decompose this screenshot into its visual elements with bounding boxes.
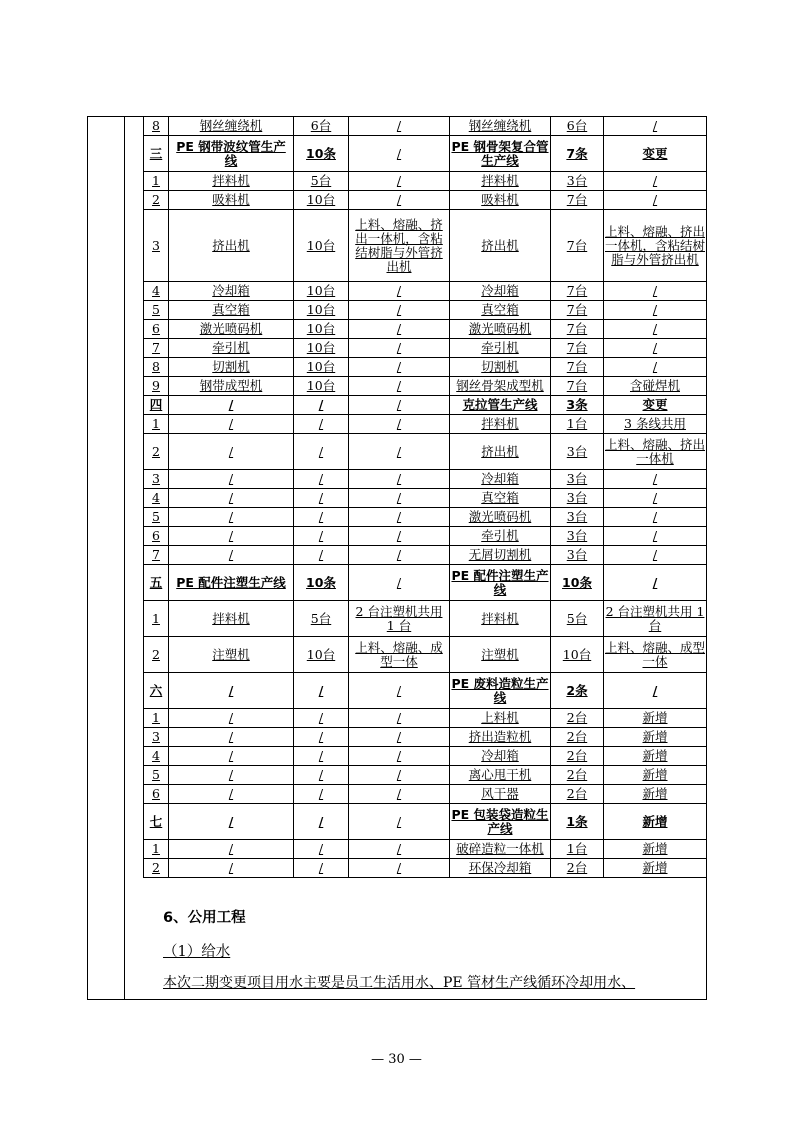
- table-cell: /: [604, 489, 707, 508]
- table-row: [144, 840, 707, 859]
- table-cell: 7台: [551, 339, 604, 358]
- table-cell: /: [169, 785, 294, 804]
- table-cell: /: [349, 859, 450, 878]
- table-cell: 2: [144, 637, 169, 673]
- table-cell: 10条: [294, 565, 349, 601]
- table-cell: /: [294, 804, 349, 840]
- table-cell: /: [349, 565, 450, 601]
- table-row: [144, 470, 707, 489]
- table-cell: 变更: [604, 136, 707, 172]
- table-cell: 上料、熔融、挤出一体机，含粘结树脂与外管挤出机: [604, 210, 707, 282]
- table-cell: 7台: [551, 282, 604, 301]
- table-cell: 钢丝缠绕机: [450, 117, 551, 136]
- table-cell: 3台: [551, 527, 604, 546]
- table-cell: /: [349, 396, 450, 415]
- table-row: [144, 546, 707, 565]
- table-cell: /: [169, 728, 294, 747]
- table-cell: 2 台注塑机共用 1 台: [604, 601, 707, 637]
- table-cell: /: [604, 470, 707, 489]
- table-cell: 新增: [604, 747, 707, 766]
- table-cell: 1台: [551, 415, 604, 434]
- table-cell: 2台: [551, 859, 604, 878]
- table-row: [144, 527, 707, 546]
- table-cell: /: [349, 282, 450, 301]
- table-row: [144, 136, 707, 172]
- table-cell: /: [169, 859, 294, 878]
- table-cell: 3: [144, 210, 169, 282]
- table-cell: 真空箱: [450, 489, 551, 508]
- table-cell: 挤出机: [450, 210, 551, 282]
- table-cell: /: [169, 673, 294, 709]
- table-cell: 3: [144, 728, 169, 747]
- table-cell: 10台: [294, 301, 349, 320]
- table-cell: /: [604, 508, 707, 527]
- table-cell: 6: [144, 785, 169, 804]
- table-cell: /: [349, 508, 450, 527]
- table-cell: /: [604, 282, 707, 301]
- table-cell: /: [349, 172, 450, 191]
- table-cell: /: [604, 301, 707, 320]
- table-cell: PE 包装袋造粒生产线: [450, 804, 551, 840]
- table-cell: 破碎造粒一体机: [450, 840, 551, 859]
- table-cell: /: [349, 377, 450, 396]
- table-cell: 3: [144, 470, 169, 489]
- table-cell: 10台: [294, 637, 349, 673]
- table-cell: 10台: [294, 377, 349, 396]
- page-number: — 30 —: [371, 1052, 422, 1067]
- table-cell: 1: [144, 172, 169, 191]
- table-cell: 拌料机: [169, 172, 294, 191]
- table-row: [144, 747, 707, 766]
- table-cell: 真空箱: [450, 301, 551, 320]
- table-cell: 2台: [551, 709, 604, 728]
- table-cell: /: [349, 673, 450, 709]
- table-cell: 新增: [604, 804, 707, 840]
- table-cell: 3条: [551, 396, 604, 415]
- table-cell: 7: [144, 546, 169, 565]
- table-row: [144, 358, 707, 377]
- table-cell: 7台: [551, 320, 604, 339]
- table-cell: 8: [144, 117, 169, 136]
- section-title: 6、公用工程: [163, 910, 246, 926]
- table-cell: 7台: [551, 358, 604, 377]
- table-cell: 上料、熔融、成型一体: [604, 637, 707, 673]
- table-cell: 5: [144, 766, 169, 785]
- table-cell: /: [604, 339, 707, 358]
- table-cell: 拌料机: [450, 601, 551, 637]
- table-cell: 新增: [604, 840, 707, 859]
- table-row: [144, 172, 707, 191]
- table-cell: 挤出造粒机: [450, 728, 551, 747]
- table-cell: /: [349, 470, 450, 489]
- table-cell: /: [294, 785, 349, 804]
- table-cell: 10台: [294, 191, 349, 210]
- table-cell: 1: [144, 840, 169, 859]
- table-cell: 5台: [551, 601, 604, 637]
- table-cell: 牵引机: [450, 527, 551, 546]
- table-cell: /: [294, 489, 349, 508]
- table-cell: 2: [144, 434, 169, 470]
- table-cell: 7台: [551, 301, 604, 320]
- table-cell: 牵引机: [450, 339, 551, 358]
- table-cell: PE 钢带波纹管生产线: [169, 136, 294, 172]
- table-row: [144, 785, 707, 804]
- frame-divider: [124, 116, 125, 1000]
- table-cell: 10台: [294, 210, 349, 282]
- table-cell: /: [604, 172, 707, 191]
- table-cell: /: [294, 434, 349, 470]
- table-cell: /: [349, 728, 450, 747]
- table-cell: /: [169, 840, 294, 859]
- table-cell: 8: [144, 358, 169, 377]
- table-cell: 10条: [551, 565, 604, 601]
- table-cell: 10台: [294, 320, 349, 339]
- table-cell: /: [349, 709, 450, 728]
- table-row: [144, 301, 707, 320]
- table-cell: 上料、熔融、挤出一体机，含粘结树脂与外管挤出机: [349, 210, 450, 282]
- table-cell: 挤出机: [169, 210, 294, 282]
- table-cell: /: [349, 804, 450, 840]
- table-cell: /: [294, 766, 349, 785]
- table-cell: 四: [144, 396, 169, 415]
- table-cell: /: [604, 320, 707, 339]
- table-cell: /: [294, 709, 349, 728]
- table-row: [144, 396, 707, 415]
- table-cell: /: [349, 301, 450, 320]
- table-cell: /: [169, 766, 294, 785]
- table-row: [144, 601, 707, 637]
- table-cell: 3 条线共用: [604, 415, 707, 434]
- table-cell: 1: [144, 601, 169, 637]
- table-cell: 冷却箱: [450, 282, 551, 301]
- table-row: [144, 282, 707, 301]
- table-cell: 离心甩干机: [450, 766, 551, 785]
- table-row: [144, 673, 707, 709]
- table-cell: 5: [144, 508, 169, 527]
- table-row: [144, 709, 707, 728]
- table-cell: 1台: [551, 840, 604, 859]
- table-cell: 拌料机: [450, 415, 551, 434]
- table-cell: 钢丝缠绕机: [169, 117, 294, 136]
- table-cell: 5台: [294, 172, 349, 191]
- equipment-table: [143, 116, 707, 878]
- table-cell: /: [349, 191, 450, 210]
- table-cell: /: [604, 546, 707, 565]
- table-cell: 3台: [551, 434, 604, 470]
- table-cell: /: [169, 415, 294, 434]
- table-cell: /: [169, 546, 294, 565]
- table-cell: 六: [144, 673, 169, 709]
- table-row: [144, 434, 707, 470]
- table-cell: PE 废料造粒生产线: [450, 673, 551, 709]
- table-cell: PE 配件注塑生产线: [450, 565, 551, 601]
- table-row: [144, 191, 707, 210]
- table-cell: 风干器: [450, 785, 551, 804]
- equipment-table-body: [144, 117, 707, 878]
- table-cell: 无屑切割机: [450, 546, 551, 565]
- table-cell: /: [349, 136, 450, 172]
- table-cell: PE 配件注塑生产线: [169, 565, 294, 601]
- table-cell: 拌料机: [169, 601, 294, 637]
- table-cell: 切割机: [450, 358, 551, 377]
- table-cell: 注塑机: [450, 637, 551, 673]
- table-row: [144, 804, 707, 840]
- table-cell: /: [294, 470, 349, 489]
- table-row: [144, 489, 707, 508]
- table-row: [144, 637, 707, 673]
- table-cell: 激光喷码机: [450, 508, 551, 527]
- table-cell: 挤出机: [450, 434, 551, 470]
- table-cell: 2: [144, 859, 169, 878]
- table-row: [144, 117, 707, 136]
- table-cell: /: [349, 527, 450, 546]
- table-row: [144, 859, 707, 878]
- table-cell: /: [349, 785, 450, 804]
- table-cell: 新增: [604, 766, 707, 785]
- table-cell: 1: [144, 709, 169, 728]
- table-cell: /: [294, 859, 349, 878]
- table-cell: 激光喷码机: [450, 320, 551, 339]
- table-cell: 6: [144, 320, 169, 339]
- table-cell: /: [294, 415, 349, 434]
- table-cell: 环保冷却箱: [450, 859, 551, 878]
- table-cell: /: [604, 117, 707, 136]
- table-cell: 6台: [551, 117, 604, 136]
- table-cell: /: [349, 747, 450, 766]
- table-cell: /: [349, 358, 450, 377]
- table-cell: /: [349, 117, 450, 136]
- table-cell: /: [169, 396, 294, 415]
- table-cell: 9: [144, 377, 169, 396]
- table-cell: /: [169, 747, 294, 766]
- table-cell: /: [349, 546, 450, 565]
- table-row: [144, 320, 707, 339]
- table-cell: 变更: [604, 396, 707, 415]
- table-cell: 拌料机: [450, 172, 551, 191]
- table-cell: 上料、熔融、成型一体: [349, 637, 450, 673]
- table-cell: /: [349, 415, 450, 434]
- table-cell: 4: [144, 747, 169, 766]
- table-cell: /: [169, 489, 294, 508]
- table-cell: 钢带成型机: [169, 377, 294, 396]
- table-cell: 6: [144, 527, 169, 546]
- table-cell: 2台: [551, 728, 604, 747]
- table-cell: /: [349, 320, 450, 339]
- table-cell: 新增: [604, 709, 707, 728]
- table-cell: 7台: [551, 191, 604, 210]
- table-cell: 7条: [551, 136, 604, 172]
- table-cell: 3台: [551, 470, 604, 489]
- table-cell: 2 台注塑机共用 1 台: [349, 601, 450, 637]
- table-cell: 3台: [551, 489, 604, 508]
- table-cell: 克拉管生产线: [450, 396, 551, 415]
- table-cell: /: [294, 840, 349, 859]
- table-cell: /: [604, 191, 707, 210]
- table-cell: /: [294, 546, 349, 565]
- table-cell: 10台: [294, 358, 349, 377]
- table-cell: 10台: [551, 637, 604, 673]
- table-cell: 10台: [294, 282, 349, 301]
- table-cell: 5: [144, 301, 169, 320]
- table-cell: 6台: [294, 117, 349, 136]
- table-cell: 钢丝骨架成型机: [450, 377, 551, 396]
- section-subtitle: （1）给水: [163, 944, 231, 960]
- table-cell: /: [294, 508, 349, 527]
- table-cell: /: [604, 673, 707, 709]
- table-cell: 10条: [294, 136, 349, 172]
- table-cell: /: [294, 747, 349, 766]
- table-cell: 含碰焊机: [604, 377, 707, 396]
- table-cell: PE 钢骨架复合管生产线: [450, 136, 551, 172]
- table-cell: 新增: [604, 785, 707, 804]
- table-row: [144, 728, 707, 747]
- table-row: [144, 508, 707, 527]
- table-cell: 2: [144, 191, 169, 210]
- table-cell: /: [349, 840, 450, 859]
- table-cell: /: [169, 527, 294, 546]
- table-cell: /: [169, 434, 294, 470]
- table-cell: 上料机: [450, 709, 551, 728]
- table-cell: /: [604, 527, 707, 546]
- table-cell: 七: [144, 804, 169, 840]
- table-cell: 冷却箱: [450, 470, 551, 489]
- table-cell: 冷却箱: [450, 747, 551, 766]
- table-cell: 冷却箱: [169, 282, 294, 301]
- table-cell: 吸料机: [450, 191, 551, 210]
- table-cell: 1: [144, 415, 169, 434]
- table-cell: /: [169, 804, 294, 840]
- table-cell: 激光喷码机: [169, 320, 294, 339]
- table-cell: 新增: [604, 859, 707, 878]
- table-row: [144, 210, 707, 282]
- table-cell: 2台: [551, 766, 604, 785]
- table-cell: 2条: [551, 673, 604, 709]
- table-cell: /: [349, 434, 450, 470]
- table-cell: 3台: [551, 508, 604, 527]
- table-row: [144, 565, 707, 601]
- table-cell: 吸料机: [169, 191, 294, 210]
- table-cell: /: [604, 565, 707, 601]
- table-cell: /: [604, 358, 707, 377]
- table-cell: 2台: [551, 747, 604, 766]
- table-cell: /: [294, 527, 349, 546]
- table-cell: 新增: [604, 728, 707, 747]
- table-cell: 7台: [551, 377, 604, 396]
- table-cell: /: [294, 673, 349, 709]
- table-cell: /: [294, 728, 349, 747]
- table-cell: 切割机: [169, 358, 294, 377]
- table-cell: 牵引机: [169, 339, 294, 358]
- table-cell: 三: [144, 136, 169, 172]
- table-row: [144, 339, 707, 358]
- table-cell: 五: [144, 565, 169, 601]
- table-cell: 真空箱: [169, 301, 294, 320]
- table-cell: 7: [144, 339, 169, 358]
- table-row: [144, 415, 707, 434]
- table-cell: 上料、熔融、挤出一体机: [604, 434, 707, 470]
- table-cell: /: [294, 396, 349, 415]
- table-cell: 注塑机: [169, 637, 294, 673]
- table-cell: /: [349, 489, 450, 508]
- table-row: [144, 377, 707, 396]
- section-paragraph: 本次二期变更项目用水主要是员工生活用水、PE 管材生产线循环冷却用水、: [163, 975, 636, 991]
- table-cell: 10台: [294, 339, 349, 358]
- table-cell: 4: [144, 282, 169, 301]
- table-cell: 7台: [551, 210, 604, 282]
- table-cell: 4: [144, 489, 169, 508]
- table-row: [144, 766, 707, 785]
- table-cell: 2台: [551, 785, 604, 804]
- table-cell: /: [169, 508, 294, 527]
- table-cell: 3台: [551, 546, 604, 565]
- table-cell: /: [349, 339, 450, 358]
- table-cell: 5台: [294, 601, 349, 637]
- table-cell: /: [169, 470, 294, 489]
- table-cell: /: [169, 709, 294, 728]
- table-cell: 3台: [551, 172, 604, 191]
- table-cell: /: [349, 766, 450, 785]
- table-cell: 1条: [551, 804, 604, 840]
